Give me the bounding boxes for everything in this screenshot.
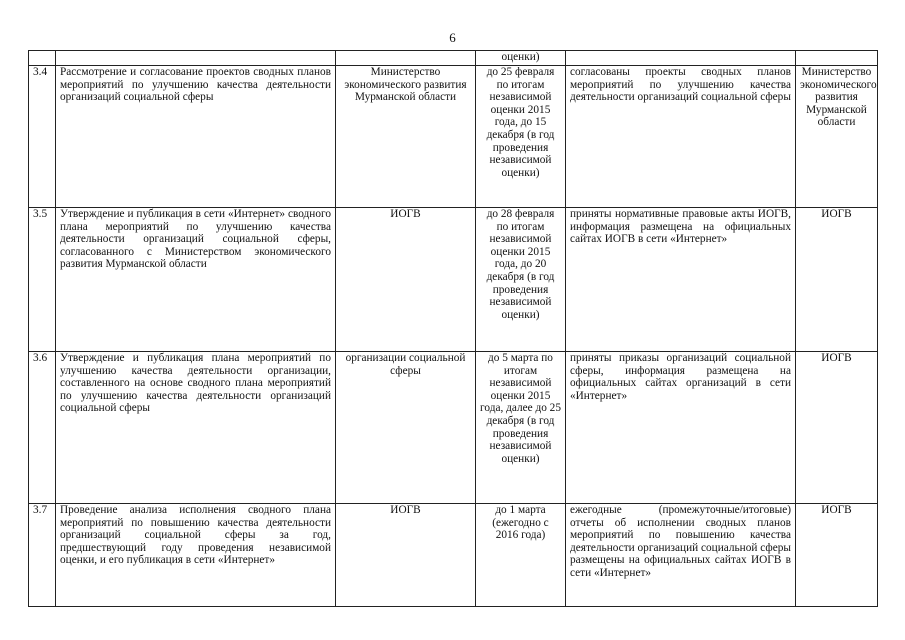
cell-result [566,51,796,66]
cell-control: ИОГВ [796,208,878,352]
page-number: 6 [449,30,456,45]
cell-name [56,51,336,66]
table-row-carry-over [29,51,878,66]
cell-control: ИОГВ [796,352,878,504]
cell-term: до 1 марта (ежегодно с 2016 года) [476,504,566,607]
cell-result: приняты нормативные правовые акты ИОГВ, информация размещена на официальных сайтах ИОГВ в сети «Интернет» [566,208,796,352]
cell-responsible [336,51,476,66]
cell-term: до 25 февраля по итогам независимой оценки 2015 года, до 15 декабря (в год проведения независимой оценки) [476,66,566,208]
cell-responsible: ИОГВ [336,208,476,352]
cell-responsible: Министерство экономического развития Мурманской области [336,66,476,208]
cell-result: ежегодные (промежуточные/итоговые) отчеты об исполнении сводных планов мероприятий по повышению качества деятельности организаций социальной сферы размещены на официальных сайтах ИОГВ в сети «Интернет» [566,504,796,607]
cell-name: Утверждение и публикация в сети «Интернет» сводного плана мероприятий по улучшению качества деятельности организаций социальной сферы, согласованного с Министерством экономического развития Мурманской области [56,208,336,352]
cell-term: до 28 февраля по итогам независимой оценки 2015 года, до 20 декабря (в год проведения независимой оценки) [476,208,566,352]
cell-name: Утверждение и публикация плана мероприятий по улучшению качества деятельности организации, составленного на основе сводного плана мероприятий по улучшению качества деятельности организаций социальной сферы [56,352,336,504]
cell-number: 3.4 [29,66,56,208]
cell-number: 3.5 [29,208,56,352]
table-row [29,504,878,607]
cell-control [796,51,878,66]
cell-name: Рассмотрение и согласование проектов сводных планов мероприятий по улучшению качества деятельности организаций социальной сферы [56,66,336,208]
cell-number [29,51,56,66]
cell-number: 3.7 [29,504,56,607]
cell-term: оценки) [476,51,566,66]
cell-responsible: ИОГВ [336,504,476,607]
cell-result: согласованы проекты сводных планов мероприятий по улучшению качества деятельности организаций социальной сферы [566,66,796,208]
cell-responsible: организации социальной сферы [336,352,476,504]
table-row [29,352,878,504]
action-plan-table [28,50,878,607]
cell-number: 3.6 [29,352,56,504]
cell-control: ИОГВ [796,504,878,607]
table-row [29,208,878,352]
table-row [29,66,878,208]
cell-control: Министерство экономического развития Мурманской области [796,66,878,208]
cell-result: приняты приказы организаций социальной сферы, информация размещена на официальных сайтах организаций в сети «Интернет» [566,352,796,504]
cell-name: Проведение анализа исполнения сводного плана мероприятий по повышению качества деятельности организаций социальной сферы за год, предшествующий году проведения независимой оценки, и его публикация в сети «Интернет» [56,504,336,607]
cell-term: до 5 марта по итогам независимой оценки 2015 года, далее до 25 декабря (в год проведения независимой оценки) [476,352,566,504]
